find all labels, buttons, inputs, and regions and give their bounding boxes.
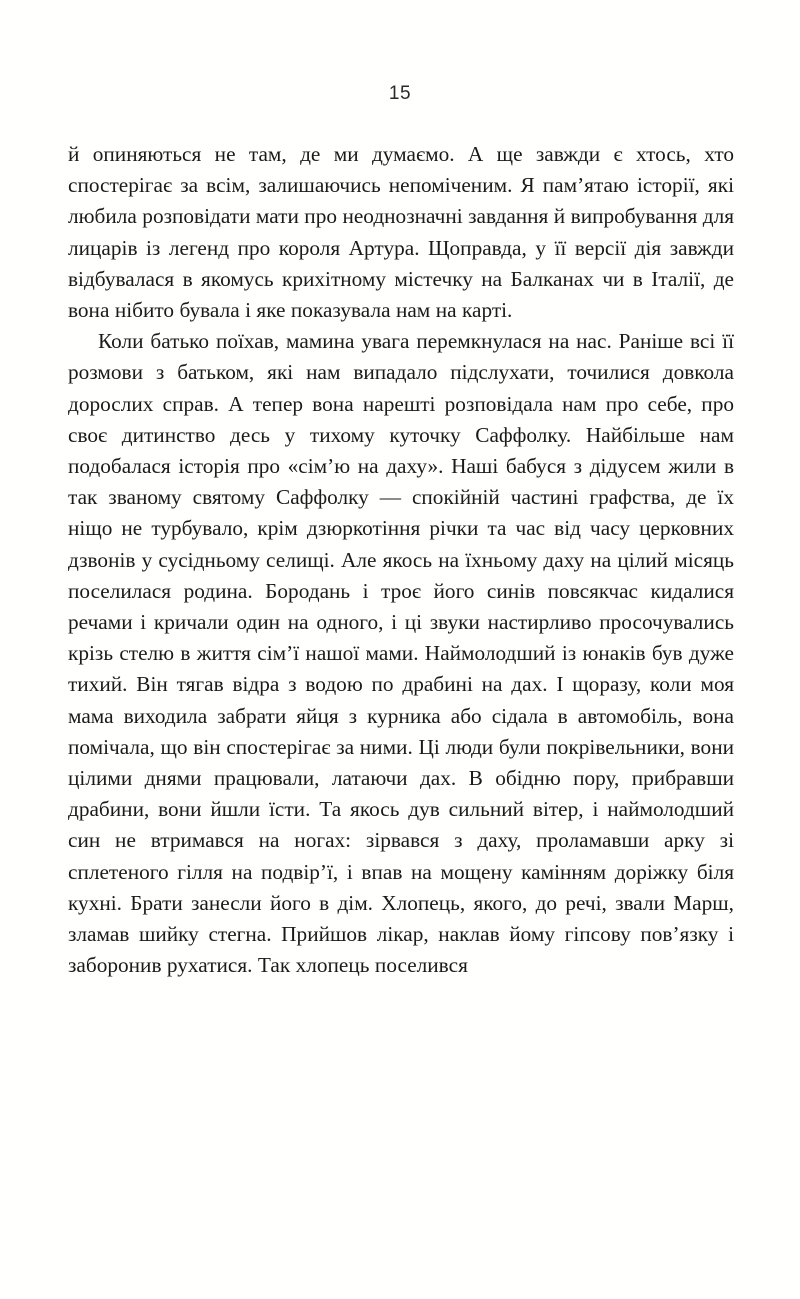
paragraph-new: Коли батько поїхав, мамина увага перемкнулася на нас. Раніше всі її розмови з батьком, які нам випадало підслухати, точилися довкола дорослих справ. А тепер вона нарешті розповідала нам про себе, про своє дитинство десь у тихому куточку Саффолку. Найбільше нам подобалася історія про «сім’ю на даху». Наші бабуся з дідусем жили в так званому святому Саффолку — спокійній частині графства, де їх ніщо не турбувало, крім дзюркотіння річки та час від часу церковних дзвонів у сусідньому селищі. Але якось на їхньому даху на цілий місяць поселилася родина. Бородань і троє його синів повсякчас кидалися речами і кричали один на одного, і ці звуки настирливо просочувались крізь стелю в життя сім’ї нашої мами. Наймолодший із юнаків був дуже тихий. Він тягав відра з водою по драбині на дах. І щоразу, коли моя мама виходила забрати яйця з курника або сідала в автомобіль, вона помічала, що він спостерігає за ними. Ці люди були покрівельники, вони цілими днями працювали, латаючи дах. В обідню пору, прибравши драбини, вони йшли їсти. Та якось дув сильний вітер, і наймолодший син не втримався на ногах: зірвався з даху, проламавши арку зі сплетеного гілля на подвір’ї, і впав на мощену камінням доріжку біля кухні. Брати занесли його в дім. Хлопець, якого, до речі, звали Марш, зламав шийку стегна. Прийшов лікар, наклав йому гіпсову пов’язку і заборонив рухатися. Так хлопець поселився xyxy=(68,329,734,978)
page-number: 15 xyxy=(388,83,412,104)
paragraph-continued: й опиняються не там, де ми думаємо. А ще завжди є хтось, хто спостерігає за всім, залишаючись непоміченим. Я пам’ятаю історії, які любила розповідати мати про неоднозначні завдання й випробування для лицарів із легенд про короля Артура. Щоправда, у її версії дія завжди відбувалася в якомусь крихітному містечку на Балканах чи в Італії, де вона нібито бувала і яке показувала нам на карті. xyxy=(68,142,734,323)
body-text-block xyxy=(68,139,734,981)
